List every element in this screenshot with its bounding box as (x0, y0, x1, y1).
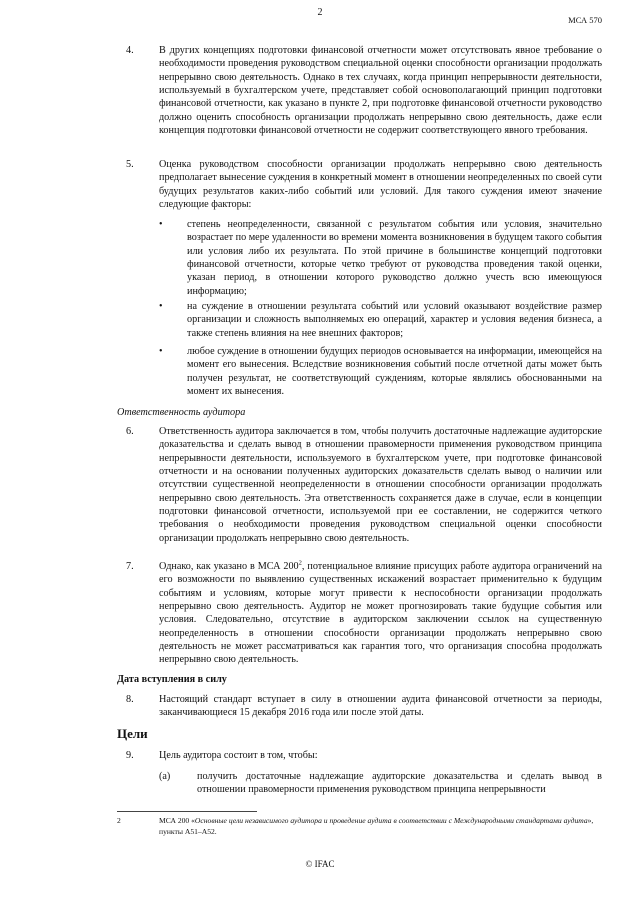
paragraph-5 (117, 158, 602, 211)
sub-item-label: (a) (159, 771, 171, 782)
section-heading-objectives: Цели (117, 726, 148, 741)
paragraph-text-start: Однако, как указано в МСА 200 (159, 561, 299, 572)
bullet-text: любое суждение в отношении будущих периодов основывается на информации, имеющейся на момент его вынесения. Вследствие возникновения событий после отчетной даты может быть получен результат, не соответствующий суждениям, которые являлись обоснованными на момент их вынесения. (187, 346, 602, 398)
bullet-text: степень неопределенности, связанной с результатом события или условия, значительно возрастает по мере удаленности во времени момента возникновения в будущем такого события или условия либо их результата. По этой причине в большинстве концепций подготовки финансовой отчетности, которые четко требуют от руководства проведения такой оценки, указан период, в отношении которого руководство должно учесть всю имеющуюся информацию; (187, 219, 602, 297)
bullet-icon: • (159, 346, 163, 357)
paragraph-text: Настоящий стандарт вступает в силу в отношении аудита финансовой отчетности за периоды, заканчивающиеся 15 декабря 2016 года или после этой даты. (159, 694, 602, 719)
footnote-title: Основные цели независимого аудитора и проведение аудита в соответствии с Международными стандартами аудита (194, 816, 588, 825)
paragraph-text: В других концепциях подготовки финансовой отчетности может отсутствовать явное требование о необходимости проведения руководством специальной оценки способности организации продолжать непрерывно свою деятельность. Однако в тех случаях, когда принцип непрерывности деятельности, используемый в бухгалтерском учете, представляет собой основополагающий принцип подготовки финансовой отчетности, как указано в пункте 2, при подготовке финансовой отчетности руководство должно оценить способность организации продолжать непрерывно свою деятельность, даже если концепция подготовки финансовой отчетности не содержит соответствующего явного требования. (159, 45, 602, 137)
footnote-reference: 2 (298, 559, 302, 567)
paragraph-text: Цель аудитора состоит в том, чтобы: (159, 750, 318, 761)
paragraph-text: Оценка руководством способности организации продолжать непрерывно свою деятельность предполагает вынесение суждения в конкретный момент в отношении неопределенных по своей сути будущих результатов каких-либо событий или условий. Для такого суждения имеют значение следующие факторы: (159, 159, 602, 211)
bullet-icon: • (159, 301, 163, 312)
footnote-text: МСА 200 «Основные цели независимого аудитора и проведение аудита в соответствии с Международными стандартами аудита», пункты А51–А52. (159, 816, 594, 836)
paragraph-number: 6. (126, 426, 134, 437)
footnote-divider (117, 811, 257, 812)
page-number: 2 (317, 7, 323, 18)
bullet-item (159, 300, 602, 340)
bullet-item (159, 218, 602, 298)
section-heading-effective-date: Дата вступления в силу (117, 674, 227, 685)
bullet-text: на суждение в отношении результата событий или условий оказывают воздействие размер организации и сложность выполняемых ею операций, характер и условия ведения бизнеса, а также степень влияния на нее внешних факторов; (187, 301, 602, 339)
page-footer: © IFAC (305, 859, 335, 869)
paragraph-number: 9. (126, 750, 134, 761)
bullet-icon: • (159, 219, 163, 230)
paragraph-text-rest: , потенциальное влияние присущих работе аудитора ограничений на его возможности по выявлению существенных искажений возрастает применительно к будущим событиям и условиям, которые могут привести к неспособности организации продолжать непрерывно свою деятельность. Аудитор не может прогнозировать такие будущие события или условия. Следовательно, отсутствие в аудиторском заключении ссылок на существенную неопределенность в отношении способности организации продолжать непрерывно свою деятельность не может рассматриваться как гарантия того, что организация способна продолжать непрерывно свою деятельность. (159, 561, 602, 666)
paragraph-number: 4. (126, 45, 134, 56)
paragraph-9 (117, 749, 602, 762)
paragraph-4 (117, 44, 602, 137)
paragraph-6 (117, 425, 602, 545)
bullet-item (159, 345, 602, 398)
footnote-number: 2 (117, 816, 121, 825)
footnote (117, 816, 602, 837)
paragraph-number: 8. (126, 694, 134, 705)
paragraph-8 (117, 693, 602, 720)
sub-item-a (159, 770, 602, 797)
section-heading-auditor: Ответственность аудитора (117, 407, 246, 418)
paragraph-number: 5. (126, 159, 134, 170)
sub-item-text: получить достаточные надлежащие аудиторские доказательства и сделать вывод в отношении правомерности применения руководством принципа непрерывности (197, 771, 602, 796)
paragraph-7 (117, 560, 602, 667)
document-code: МСА 570 (568, 15, 602, 25)
paragraph-text: Ответственность аудитора заключается в том, чтобы получить достаточные надлежащие аудиторские доказательства и сделать вывод в отношении правомерности применения руководством принципа непрерывности деятельности, используемого в бухгалтерском учете, при подготовке финансовой отчетности и на основании полученных аудиторских доказательств сделать вывод о наличии или отсутствии существенной неопределенности в отношении способности организации продолжать непрерывно свою деятельность. Эта ответственность сохраняется даже в случае, если в концепции подготовки финансовой отчетности, используемой при ее составлении, не содержится четкого требования о необходимости проведения руководством специальной оценки способности организации продолжать непрерывно свою деятельность. (159, 426, 602, 544)
paragraph-text (159, 560, 602, 667)
paragraph-number: 7. (126, 561, 134, 572)
